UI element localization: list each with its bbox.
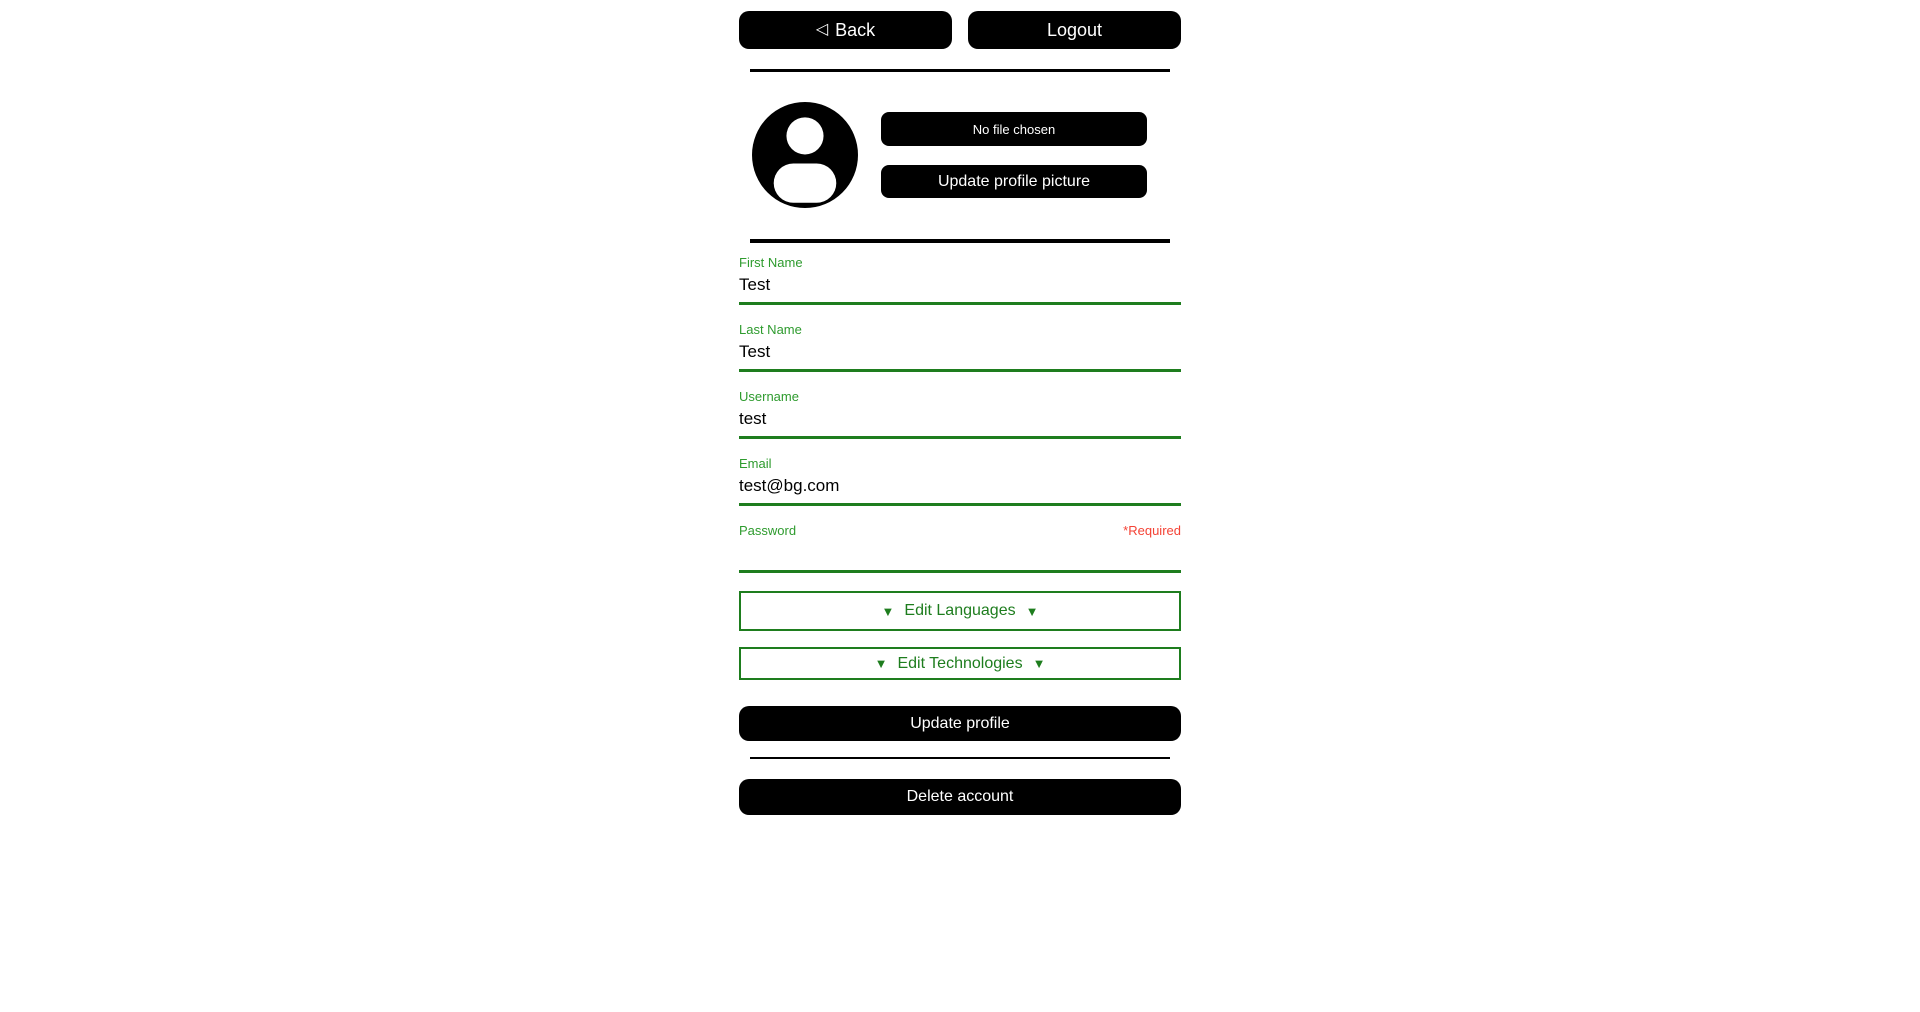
username-field bbox=[739, 390, 1181, 439]
logout-button[interactable] bbox=[968, 11, 1181, 49]
required-badge: *Required bbox=[1123, 523, 1181, 538]
email-input[interactable] bbox=[739, 475, 1181, 506]
file-input[interactable] bbox=[881, 112, 1147, 146]
first-name-label: First Name bbox=[739, 255, 803, 270]
profile-form bbox=[739, 256, 1181, 741]
username-input[interactable] bbox=[739, 408, 1181, 439]
divider-top bbox=[750, 69, 1170, 72]
back-button[interactable] bbox=[739, 11, 952, 49]
divider-bottom bbox=[750, 757, 1170, 759]
back-button-label: Back bbox=[835, 19, 876, 40]
update-profile-picture-button[interactable] bbox=[881, 165, 1147, 198]
password-label: Password bbox=[739, 523, 797, 538]
divider-avatar bbox=[750, 239, 1170, 243]
chevron-down-icon: ▼ bbox=[1025, 603, 1039, 619]
last-name-field bbox=[739, 323, 1181, 372]
username-label: Username bbox=[739, 389, 799, 404]
last-name-label: Last Name bbox=[739, 322, 802, 337]
file-status-label: No file chosen bbox=[972, 121, 1056, 137]
delete-account-label: Delete account bbox=[906, 788, 1014, 805]
update-profile-picture-label: Update profile picture bbox=[937, 172, 1091, 190]
email-label: Email bbox=[739, 456, 772, 471]
avatar-person-icon bbox=[752, 102, 858, 208]
password-field bbox=[739, 524, 1181, 573]
edit-languages-toggle[interactable] bbox=[739, 591, 1181, 631]
header-toolbar bbox=[739, 11, 1181, 49]
edit-languages-label: Edit Languages bbox=[904, 602, 1016, 619]
edit-technologies-label: Edit Technologies bbox=[897, 654, 1023, 672]
edit-technologies-toggle[interactable] bbox=[739, 647, 1181, 680]
update-profile-button[interactable] bbox=[739, 706, 1181, 741]
chevron-down-icon: ▼ bbox=[874, 656, 888, 671]
profile-picture-section bbox=[752, 102, 1181, 208]
email-field bbox=[739, 457, 1181, 506]
first-name-field bbox=[739, 256, 1181, 305]
first-name-input[interactable] bbox=[739, 274, 1181, 305]
last-name-input[interactable] bbox=[739, 341, 1181, 372]
back-arrow-icon: ◁ bbox=[815, 21, 829, 38]
profile-page bbox=[739, 0, 1181, 815]
logout-button-label: Logout bbox=[1046, 19, 1103, 40]
delete-account-button[interactable] bbox=[739, 779, 1181, 815]
update-profile-label: Update profile bbox=[910, 714, 1010, 732]
chevron-down-icon: ▼ bbox=[881, 603, 895, 619]
password-input[interactable] bbox=[739, 542, 1181, 573]
profile-picture-controls bbox=[881, 112, 1147, 198]
chevron-down-icon: ▼ bbox=[1032, 656, 1046, 671]
